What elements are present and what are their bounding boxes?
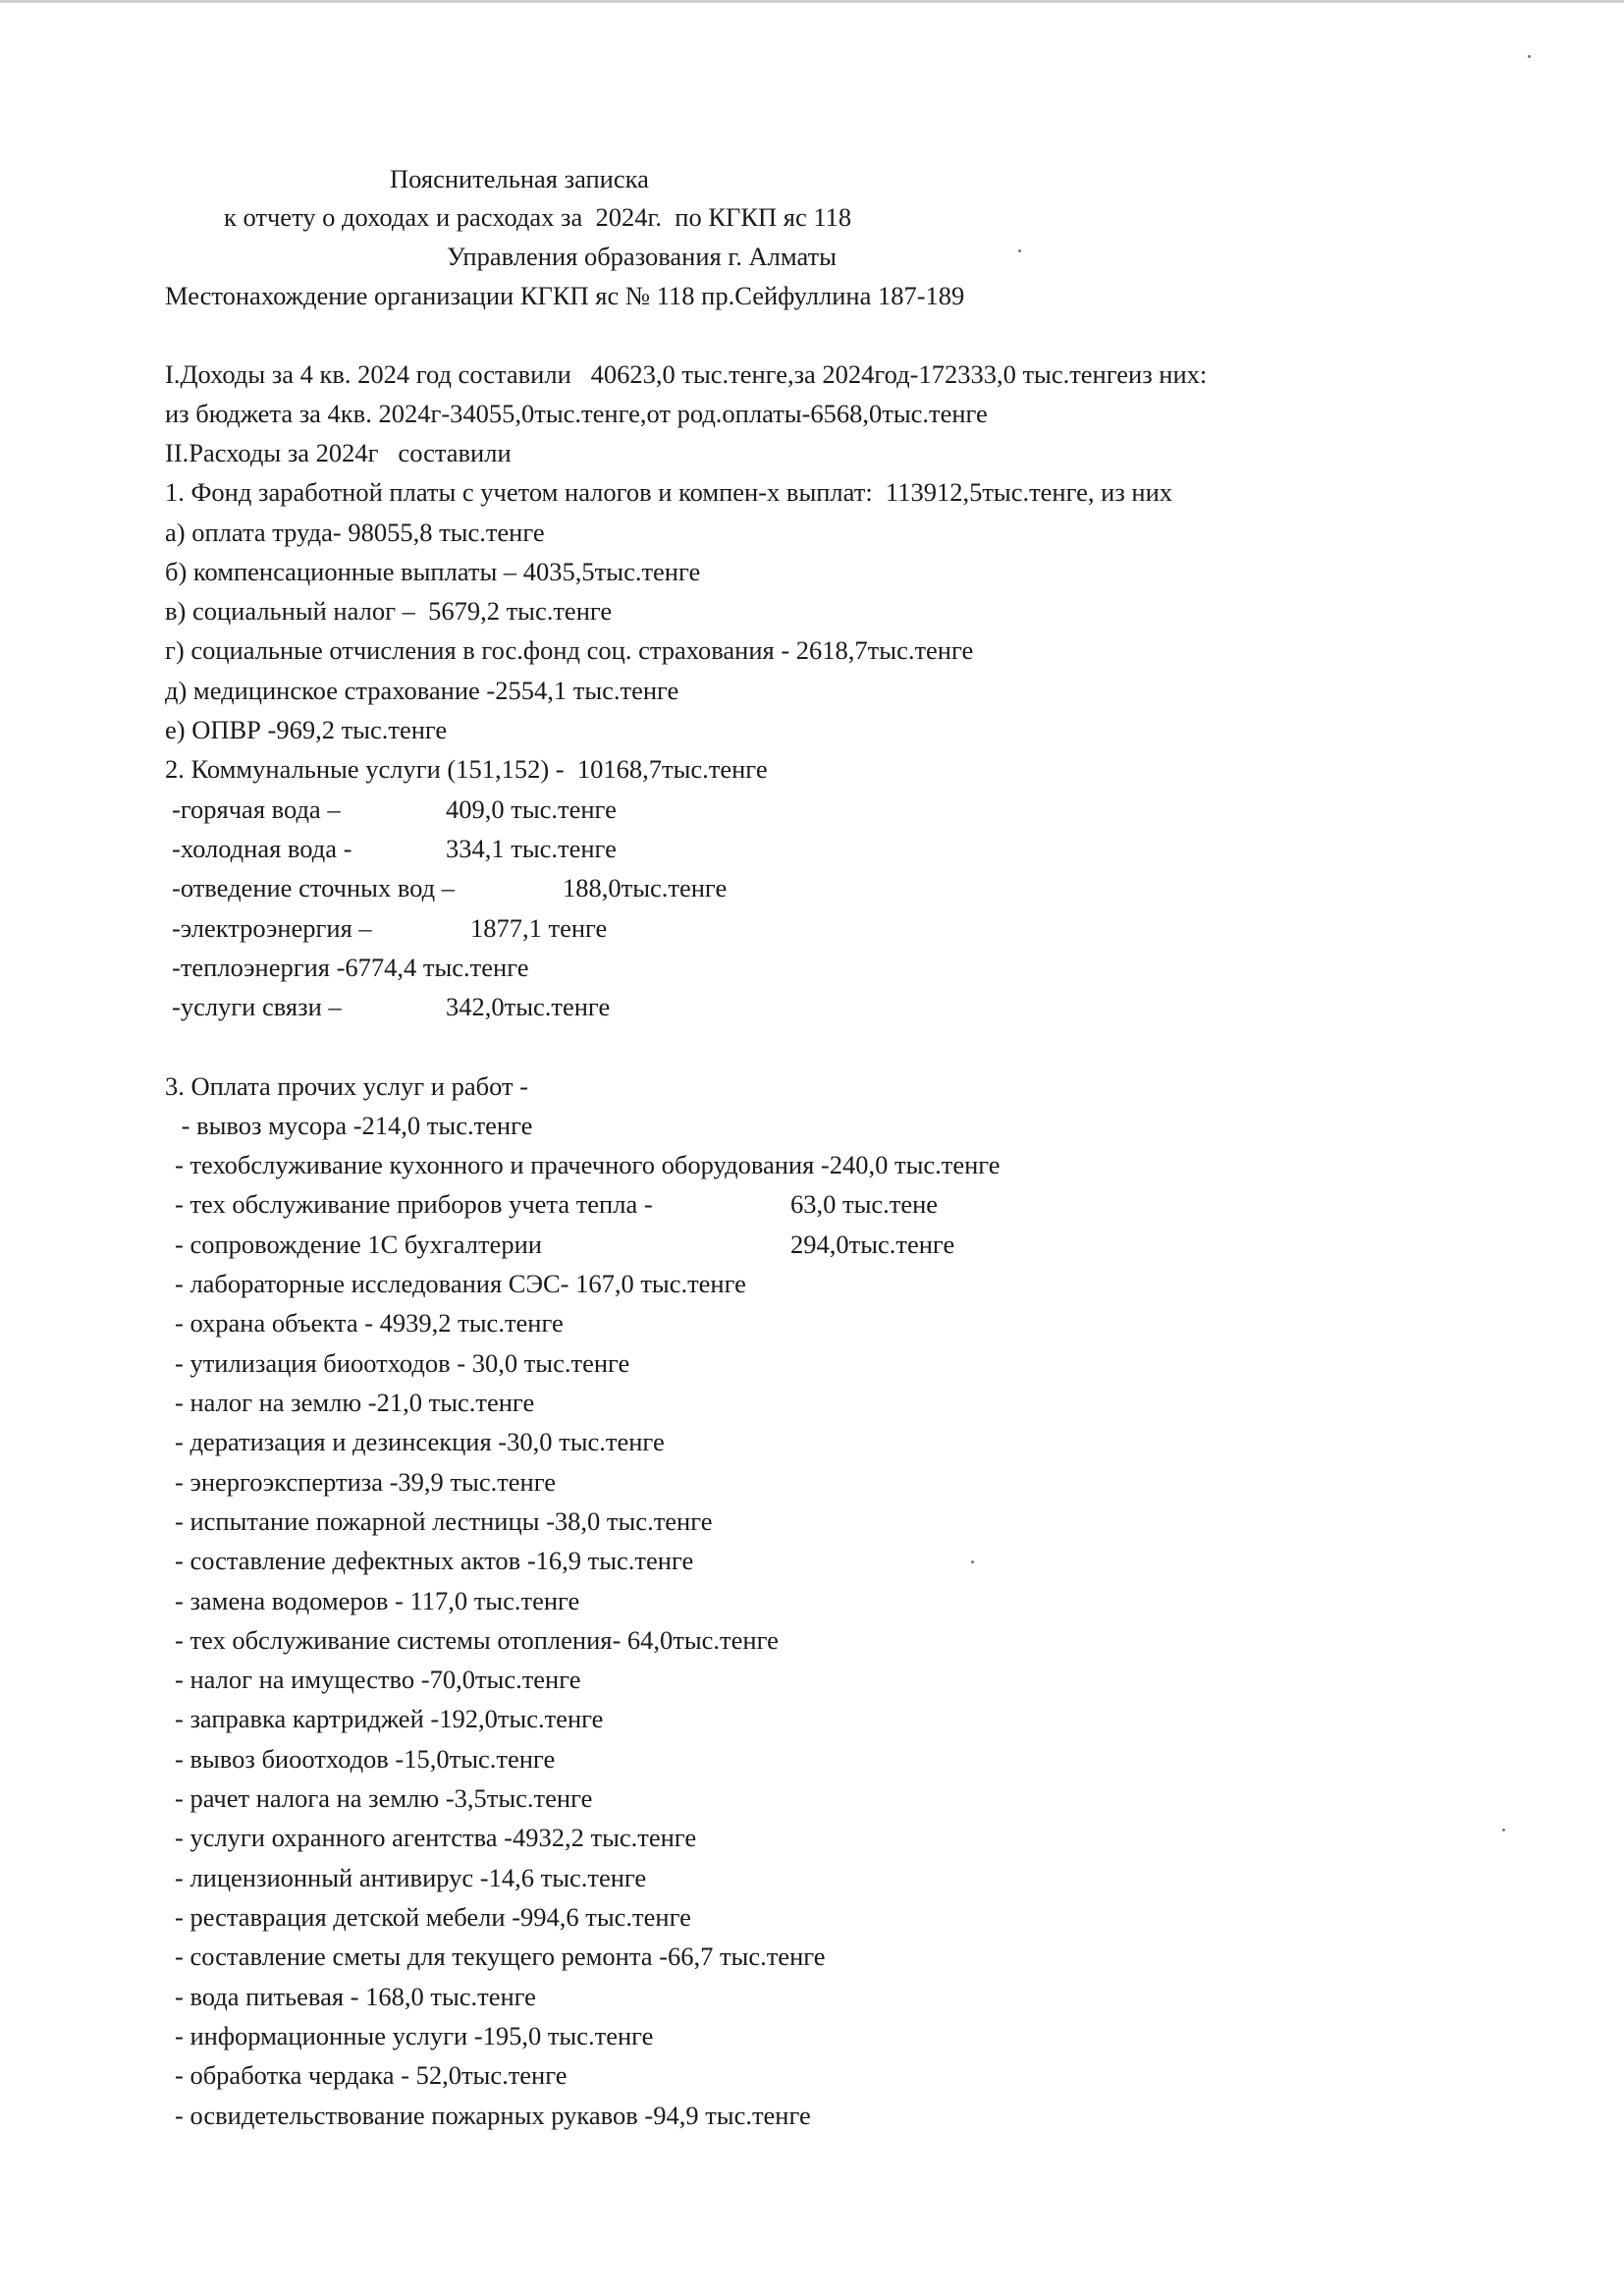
service-item: - налог на землю -21,0 тыс.тенге — [175, 1388, 535, 1417]
services-heading: 3. Оплата прочих услуг и работ - — [165, 1071, 529, 1101]
service-item: - охрана объекта - 4939,2 тыс.тенге — [175, 1308, 564, 1338]
salary-item: д) медицинское страхование -2554,1 тыс.тенге — [165, 676, 679, 705]
service-item: - освидетельствование пожарных рукавов -94,9 тыс.тенге — [175, 2101, 811, 2130]
service-item: - лабораторные исследования СЭС- 167,0 тыс.тенге — [175, 1269, 746, 1298]
service-item: - тех обслуживание системы отопления- 64,0тыс.тенге — [175, 1625, 779, 1655]
utility-label: -отведение сточных вод – — [172, 873, 455, 902]
salary-item: в) социальный налог – 5679,2 тыс.тенге — [165, 596, 613, 626]
utility-label: -горячая вода – — [172, 794, 341, 824]
scan-speck — [971, 1560, 974, 1563]
expenses-heading: II.Расходы за 2024г составили — [165, 438, 512, 467]
salary-item: е) ОПВР -969,2 тыс.тенге — [165, 715, 448, 744]
subtitle-department: Управления образования г. Алматы — [447, 242, 837, 271]
salary-item: а) оплата труда- 98055,8 тыс.тенге — [165, 518, 545, 547]
income-line-1: I.Доходы за 4 кв. 2024 год составили 40623,0 тыс.тенге,за 2024год-172333,0 тыс.тенгеиз них: — [165, 359, 1208, 389]
scan-speck — [1528, 55, 1531, 58]
service-item: - вода питьевая - 168,0 тыс.тенге — [175, 1982, 536, 2011]
service-item: - вывоз биоотходов -15,0тыс.тенге — [175, 1744, 556, 1774]
service-value: 63,0 тыс.тене — [790, 1189, 939, 1219]
service-item: - услуги охранного агентства -4932,2 тыс.тенге — [175, 1823, 697, 1852]
utility-value: 334,1 тыс.тенге — [446, 834, 617, 863]
utility-value: 342,0тыс.тенге — [446, 992, 611, 1021]
subtitle-report: к отчету о доходах и расходах за 2024г. по КГКП яс 118 — [224, 202, 852, 232]
service-item: - дератизация и дезинсекция -30,0 тыс.тенге — [175, 1427, 665, 1456]
scan-speck — [1018, 249, 1021, 252]
service-item: - составление сметы для текущего ремонта -66,7 тыс.тенге — [175, 1941, 826, 1971]
income-line-2: из бюджета за 4кв. 2024г-34055,0тыс.тенге,от род.оплаты-6568,0тыс.тенге — [165, 399, 988, 428]
service-item: - заправка картриджей -192,0тыс.тенге — [175, 1704, 604, 1733]
utility-value: 1877,1 тенге — [470, 913, 608, 943]
service-item: - испытание пожарной лестницы -38,0 тыс.тенге — [175, 1506, 713, 1536]
service-item: - энергоэкспертиза -39,9 тыс.тенге — [175, 1467, 557, 1497]
service-item: - налог на имущество -70,0тыс.тенге — [175, 1665, 581, 1694]
title: Пояснительная записка — [390, 164, 649, 193]
service-item: - информационные услуги -195,0 тыс.тенге — [175, 2021, 654, 2050]
service-item: - рачет налога на землю -3,5тыс.тенге — [175, 1783, 593, 1813]
service-item: - обработка чердака - 52,0тыс.тенге — [175, 2060, 568, 2090]
scan-speck — [1502, 1829, 1505, 1831]
service-item: - лицензионный антивирус -14,6 тыс.тенге — [175, 1863, 647, 1892]
scan-edge — [0, 0, 1624, 3]
service-item: - реставрация детской мебели -994,6 тыс.тенге — [175, 1902, 691, 1932]
service-value: 294,0тыс.тенге — [790, 1230, 955, 1259]
service-item: - замена водомеров - 117,0 тыс.тенге — [175, 1586, 580, 1615]
utilities-heading: 2. Коммунальные услуги (151,152) - 10168,7тыс.тенге — [165, 754, 768, 784]
service-item: - техобслуживание кухонного и прачечного оборудования -240,0 тыс.тенге — [175, 1150, 1001, 1179]
utility-value: 188,0тыс.тенге — [563, 873, 728, 902]
location-line: Местонахождение организации КГКП яс № 118 пр.Сейфуллина 187-189 — [165, 281, 965, 310]
salary-item: г) социальные отчисления в гос.фонд соц. страхования - 2618,7тыс.тенге — [165, 635, 974, 665]
salary-item: б) компенсационные выплаты – 4035,5тыс.тенге — [165, 557, 701, 586]
utility-label: -электроэнергия – — [172, 913, 372, 943]
service-item: - тех обслуживание приборов учета тепла - — [175, 1189, 653, 1219]
service-item: - утилизация биоотходов - 30,0 тыс.тенге — [175, 1348, 630, 1378]
service-item: - вывоз мусора -214,0 тыс.тенге — [175, 1111, 533, 1140]
salary-fund-heading: 1. Фонд заработной платы с учетом налогов и компен-х выплат: 113912,5тыс.тенге, из них — [165, 477, 1173, 507]
utility-value: 409,0 тыс.тенге — [446, 794, 617, 824]
utility-label: -холодная вода - — [172, 834, 352, 863]
service-item: - сопровождение 1С бухгалтерии — [175, 1230, 542, 1259]
service-item: - составление дефектных актов -16,9 тыс.тенге — [175, 1546, 694, 1575]
utility-label: -теплоэнергия -6774,4 тыс.тенге — [172, 953, 529, 982]
utility-label: -услуги связи – — [172, 992, 342, 1021]
